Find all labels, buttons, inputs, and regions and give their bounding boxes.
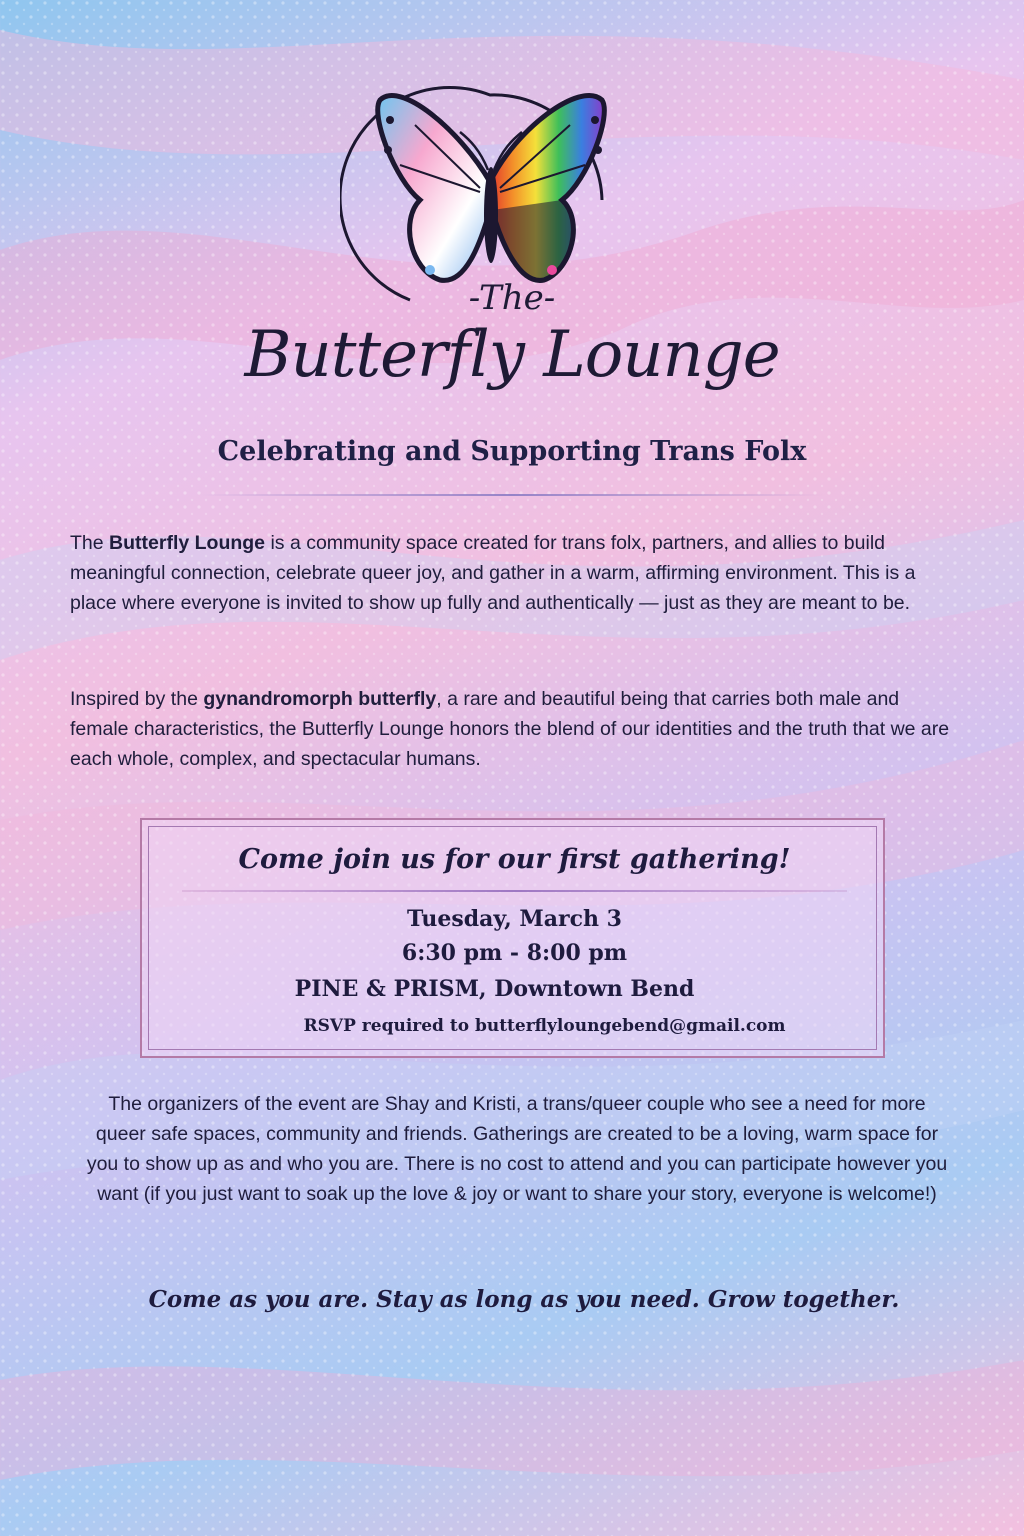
logo-the-label: -The- (468, 278, 556, 318)
event-rsvp: RSVP required to butterflyloungebend@gmail.com (303, 1016, 786, 1036)
inspiration-bold: gynandromorph butterfly (203, 688, 437, 710)
event-heading: Come join us for our first gathering! (238, 844, 791, 875)
tagline-divider (200, 494, 824, 496)
event-divider (182, 890, 847, 892)
event-box (140, 818, 885, 1058)
intro-paragraph: The Butterfly Lounge is a community space created for trans folx, partners, and allies to build meaningful connection, celebrate queer joy, and gather in a warm, affirming environment. This is a place where everyone is invited to show up fully and authentically — just as they are meant to be. (70, 532, 916, 614)
closing-line: Come as you are. Stay as long as you need. Grow together. (148, 1286, 900, 1313)
logo-wordmark: Butterfly Lounge (244, 318, 780, 392)
event-venue: PINE & PRISM, Downtown Bend (294, 976, 695, 1002)
organizers-paragraph: The organizers of the event are Shay and Kristi, a trans/queer couple who see a need for more queer safe spaces, community and friends. Gatherings are created to be a loving, warm space for you to show up as and who you are. There is no cost to attend and you can participate however you want (if you just want to soak up the love & joy or want to share your story, everyone is welcome!) (86, 1093, 948, 1205)
event-time: 6:30 pm - 8:00 pm (401, 940, 628, 966)
event-date: Tuesday, March 3 (407, 906, 622, 932)
inspiration-paragraph: Inspired by the gynandromorph butterfly, a rare and beautiful being that carries both male and female characteristics, the Butterfly Lounge honors the blend of our identities and the truth that we are each whole, complex, and spectacular humans. (70, 688, 950, 770)
intro-bold: Butterfly Lounge (109, 532, 266, 554)
tagline: Celebrating and Supporting Trans Folx (217, 436, 807, 467)
